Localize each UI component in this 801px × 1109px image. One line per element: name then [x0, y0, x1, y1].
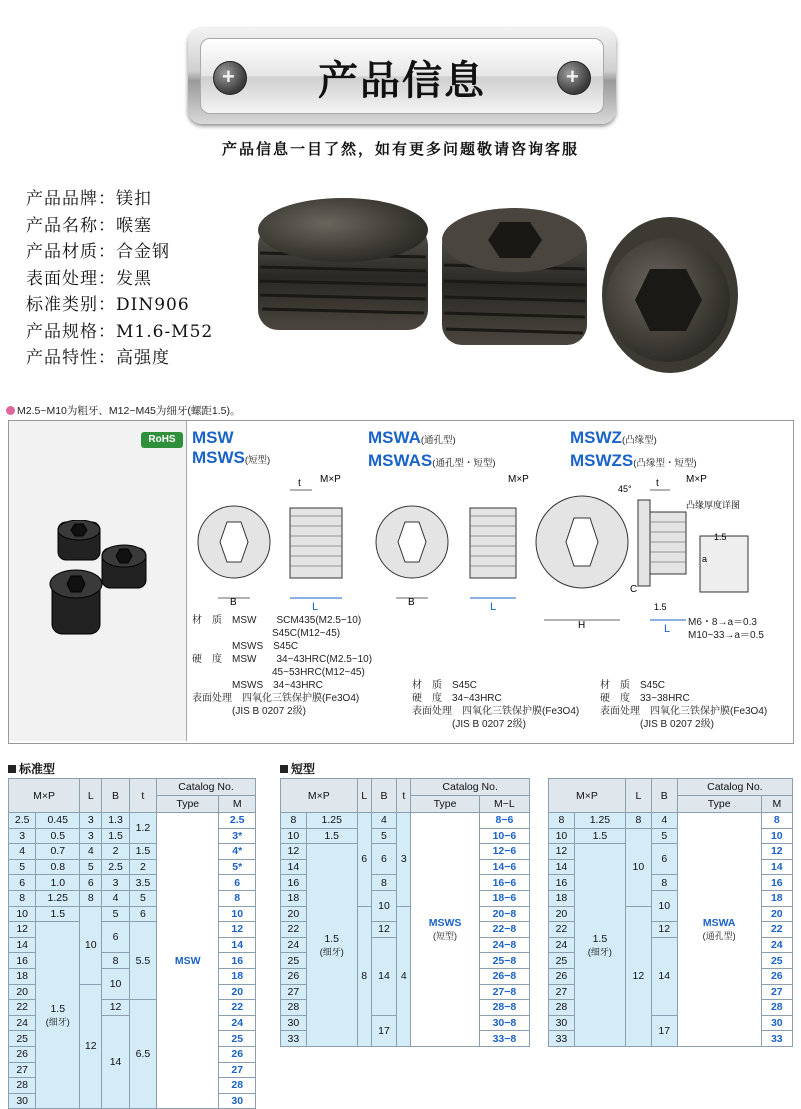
- table-cell: 25: [9, 1031, 36, 1047]
- plug-photo-small: [40, 520, 160, 645]
- square-icon: [8, 765, 16, 773]
- table-cell: 1.5: [36, 906, 80, 922]
- table-cell: 12−6: [479, 844, 529, 860]
- table-cell: 22: [761, 922, 792, 938]
- dim-l-msw: L: [312, 601, 319, 613]
- table-cell: 8: [357, 906, 371, 1046]
- info-name: 产品名称：喉塞: [26, 215, 152, 236]
- table-cell: 6: [102, 922, 129, 953]
- spec-line: MSWS S45C: [192, 641, 299, 652]
- table-cell: 4: [80, 844, 102, 860]
- table-cell: 5: [651, 828, 677, 844]
- flange-values: [688, 616, 764, 642]
- plug-image-3: [602, 217, 738, 373]
- mswz-header: [570, 428, 697, 474]
- table-cell: 33: [549, 1031, 575, 1047]
- table-cell: 28: [281, 1000, 307, 1016]
- spec-line: 硬 度 MSW 34~43HRC(M2.5~10): [192, 654, 373, 665]
- flange-note: 凸缘厚度详图: [686, 500, 741, 510]
- table-row: [9, 859, 256, 875]
- table-cell: 12: [625, 906, 651, 1046]
- col-b: B: [651, 779, 677, 813]
- info-icon: [6, 406, 15, 415]
- table-cell: 5: [80, 859, 102, 875]
- table-cell: 10−6: [479, 828, 529, 844]
- table-cell: 16: [9, 953, 36, 969]
- table-cell: 20: [9, 984, 36, 1000]
- table-cell: 16: [219, 953, 256, 969]
- table-cell: 17: [371, 1015, 397, 1046]
- table-cell: 22: [281, 922, 307, 938]
- table-cell: 14: [102, 1015, 129, 1109]
- table-cell: 1.25: [574, 813, 625, 829]
- col-b: B: [371, 779, 397, 813]
- table-cell: 10: [549, 828, 575, 844]
- table-cell: 10: [371, 890, 397, 921]
- dim-b-msw: B: [230, 597, 237, 608]
- table-cell: 20−8: [479, 906, 529, 922]
- dim-a-detail: a: [702, 554, 708, 564]
- table-cell: 24: [219, 1015, 256, 1031]
- spec-msw: [192, 614, 372, 718]
- standard-table: [8, 778, 256, 1109]
- table-cell: 8: [219, 890, 256, 906]
- short-table: [280, 778, 530, 1047]
- table-cell: 18: [9, 968, 36, 984]
- table-cell: 5.5: [129, 922, 156, 1000]
- table-cell: 24: [281, 937, 307, 953]
- table-cell: 1.5: [102, 828, 129, 844]
- model-msws: MSWS: [192, 448, 245, 467]
- table-cell: 28−8: [479, 1000, 529, 1016]
- table-cell: 5: [9, 859, 36, 875]
- table-cell: 10: [219, 906, 256, 922]
- col-b: B: [102, 779, 129, 813]
- table-cell: 18: [761, 890, 792, 906]
- table-cell: 8: [102, 953, 129, 969]
- model-mswas: MSWAS: [368, 451, 433, 470]
- table-cell: 20: [219, 984, 256, 1000]
- col-mxp: M×P: [549, 779, 626, 813]
- col-type: Type: [411, 796, 480, 813]
- table-cell: 6: [9, 875, 36, 891]
- col-ml: M−L: [479, 796, 529, 813]
- table-cell: 30: [281, 1015, 307, 1031]
- table-cell: 8: [625, 813, 651, 829]
- table-cell: MSWA (通孔型): [677, 813, 761, 1047]
- spec-mswa: [412, 679, 579, 731]
- table-cell: 10: [80, 906, 102, 984]
- type-msw: MSW: [157, 813, 219, 1109]
- table-cell: 8: [281, 813, 307, 829]
- table-cell: 6: [219, 875, 256, 891]
- spec-line: 硬 度 34~43HRC: [412, 693, 502, 704]
- table-cell: 27: [549, 984, 575, 1000]
- table-cell: 28: [9, 1078, 36, 1094]
- table-cell: 12: [761, 844, 792, 860]
- table-cell: 8: [651, 875, 677, 891]
- table-cell: 16: [281, 875, 307, 891]
- table-cell: 8: [371, 875, 397, 891]
- table-cell: 1.5 (细牙): [36, 922, 80, 1109]
- col-l: L: [625, 779, 651, 813]
- table-cell: 5*: [219, 859, 256, 875]
- col-l: L: [357, 779, 371, 813]
- table-cell: 24: [9, 1015, 36, 1031]
- table-cell: 12: [9, 922, 36, 938]
- col-mxp: M×P: [9, 779, 80, 813]
- table-cell: 14: [371, 937, 397, 1015]
- model-mswz: MSWZ: [570, 428, 622, 447]
- model-mswa-note: (通孔型): [420, 435, 456, 446]
- col-t: t: [397, 779, 411, 813]
- table-cell: 27: [219, 1062, 256, 1078]
- table-cell: 25: [549, 953, 575, 969]
- col-type: Type: [157, 796, 219, 813]
- table-row: [9, 844, 256, 860]
- table-cell: 27: [9, 1062, 36, 1078]
- spec-line: 材 质 S45C: [412, 680, 478, 691]
- product-photo: [250, 185, 740, 380]
- table-cell: 26: [549, 968, 575, 984]
- dim-15-detail: 1.5: [714, 532, 727, 542]
- table-cell: 2.5: [219, 813, 256, 829]
- spec-line: 表面处理 四氧化三铁保护膜(Fe3O4): [192, 693, 360, 704]
- table-cell: 1.0: [36, 875, 80, 891]
- title-banner: [188, 28, 616, 124]
- spec-line: 表面处理 四氧化三铁保护膜(Fe3O4): [600, 706, 768, 717]
- screw-icon: +: [213, 61, 247, 95]
- table-cell: 30: [761, 1015, 792, 1031]
- table-cell: 4: [102, 890, 129, 906]
- table-cell: 3: [80, 813, 102, 829]
- table-cell: 2.5: [102, 859, 129, 875]
- table-cell: 30: [9, 1093, 36, 1109]
- spec-line: (JIS B 0207 2级): [412, 719, 526, 730]
- table-cell: 1.2: [129, 813, 156, 844]
- col-l: L: [80, 779, 102, 813]
- table-cell: 8: [549, 813, 575, 829]
- table-cell: 10: [281, 828, 307, 844]
- spec-line: 硬 度 33~38HRC: [600, 693, 690, 704]
- mswa-header: [368, 428, 496, 474]
- table-cell: 1.3: [102, 813, 129, 829]
- col-catalog: Catalog No.: [677, 779, 792, 796]
- table-cell: 6: [651, 844, 677, 875]
- dim-h-mswz: H: [578, 620, 586, 631]
- banner-plate: [200, 38, 604, 114]
- spec-line: 材 质 MSW SCM435(M2.5~10): [192, 615, 362, 626]
- table-cell: 0.8: [36, 859, 80, 875]
- table-cell: 25: [219, 1031, 256, 1047]
- table-cell: 17: [651, 1015, 677, 1046]
- table-cell: 5: [129, 890, 156, 906]
- flange-value: M10~33→a＝0.5: [688, 630, 764, 641]
- table-cell: 6: [129, 906, 156, 922]
- table-cell: 12: [281, 844, 307, 860]
- table-row: [9, 875, 256, 891]
- table-cell: 3.5: [129, 875, 156, 891]
- spec-line: S45C(M12~45): [192, 628, 341, 639]
- dim-mxp-mswa: M×P: [508, 474, 529, 485]
- table-cell: 6: [357, 813, 371, 907]
- dim-b-mswa: B: [408, 597, 415, 608]
- table-cell: 3: [397, 813, 411, 907]
- table-cell: 8: [761, 813, 792, 829]
- table-cell: 18: [281, 890, 307, 906]
- spec-mswz: [600, 679, 767, 731]
- section-short: 短型: [280, 760, 315, 777]
- table-cell: 22: [219, 1000, 256, 1016]
- table-cell: 1.5 (细牙): [574, 844, 625, 1047]
- table-cell: 14: [219, 937, 256, 953]
- table-row: [549, 813, 793, 829]
- table-cell: 30: [549, 1015, 575, 1031]
- table-cell: 26: [761, 968, 792, 984]
- table-cell: 26: [281, 968, 307, 984]
- dim-l-mswz: L: [664, 623, 671, 635]
- table-cell: 10: [9, 906, 36, 922]
- table-cell: 14: [9, 937, 36, 953]
- table-cell: 27−8: [479, 984, 529, 1000]
- table-cell: 3: [80, 828, 102, 844]
- table-row: [9, 922, 256, 938]
- banner-title: 产品信息: [318, 58, 486, 104]
- table-cell: 16: [761, 875, 792, 891]
- table-row: [9, 890, 256, 906]
- table-cell: 26−8: [479, 968, 529, 984]
- info-surface: 表面处理：发黑: [26, 268, 152, 289]
- table-cell: 20: [281, 906, 307, 922]
- table-cell: 26: [219, 1046, 256, 1062]
- model-mswzs: MSWZS: [570, 451, 634, 470]
- plug-image-2: [442, 208, 587, 345]
- flange-value: M6・8→a＝0.3: [688, 617, 757, 628]
- table-cell: 24−8: [479, 937, 529, 953]
- spec-line: (JIS B 0207 2级): [192, 706, 306, 717]
- table-cell: 6.5: [129, 1000, 156, 1109]
- table-cell: 5: [102, 906, 129, 922]
- table-cell: 3: [9, 828, 36, 844]
- table-cell: 2.5: [9, 813, 36, 829]
- table-cell: 2: [102, 844, 129, 860]
- table-cell: 16−6: [479, 875, 529, 891]
- table-cell: 1.5: [306, 828, 357, 844]
- table-cell: 27: [761, 984, 792, 1000]
- col-mxp: M×P: [281, 779, 358, 813]
- screw-icon: +: [557, 61, 591, 95]
- table-cell: 28: [219, 1078, 256, 1094]
- table-cell: 18−6: [479, 890, 529, 906]
- table-cell: 4*: [219, 844, 256, 860]
- table-cell: 14: [761, 859, 792, 875]
- type-msws: MSWS: [428, 916, 462, 929]
- subtitle: 产品信息一目了然，如有更多问题敬请咨询客服: [221, 140, 579, 158]
- dim-angle-mswz: 45°: [618, 484, 632, 494]
- table-cell: 14: [651, 937, 677, 1015]
- table-cell: 8: [80, 890, 102, 906]
- col-m: M: [219, 796, 256, 813]
- table-cell: 10: [651, 890, 677, 921]
- table-cell: 0.7: [36, 844, 80, 860]
- table-row: [9, 813, 256, 829]
- table-cell: 24: [761, 937, 792, 953]
- table-cell: 12: [80, 984, 102, 1109]
- table-cell: 28: [761, 1000, 792, 1016]
- spec-line: 表面处理 四氧化三铁保护膜(Fe3O4): [412, 706, 580, 717]
- table-cell: 0.45: [36, 813, 80, 829]
- table-row: [281, 813, 530, 829]
- model-mswzs-note: (凸缘型・短型): [633, 458, 697, 469]
- msw-header: [192, 428, 270, 471]
- table-cell: 6: [371, 844, 397, 875]
- model-msw: MSW: [192, 428, 234, 447]
- table-cell: 14−6: [479, 859, 529, 875]
- table-cell: 14: [281, 859, 307, 875]
- table-cell: 1.5 (细牙): [306, 844, 357, 1047]
- model-mswz-note: (凸缘型): [621, 435, 657, 446]
- dim-c-mswz: C: [630, 584, 638, 595]
- table-cell: 25: [761, 953, 792, 969]
- table-cell: 1.25: [306, 813, 357, 829]
- section-standard: 标准型: [8, 760, 55, 777]
- table-cell: 22: [9, 1000, 36, 1016]
- table-cell: 12: [549, 844, 575, 860]
- table-cell: 1.25: [36, 890, 80, 906]
- table-cell: 30: [219, 1093, 256, 1109]
- table-cell: 2: [129, 859, 156, 875]
- table-cell: 4: [9, 844, 36, 860]
- table-cell: 1.5: [129, 844, 156, 860]
- col-catalog: Catalog No.: [157, 779, 256, 796]
- model-mswas-note: (通孔型・短型): [432, 458, 496, 469]
- col-catalog: Catalog No.: [411, 779, 530, 796]
- col-t: t: [129, 779, 156, 813]
- table-cell: 10: [102, 968, 129, 999]
- square-icon: [280, 765, 288, 773]
- table-cell: 22−8: [479, 922, 529, 938]
- info-material: 产品材质：合金钢: [26, 242, 170, 262]
- table-cell: 20: [761, 906, 792, 922]
- dim-15-mswz: 1.5: [654, 602, 667, 612]
- table-cell: 26: [9, 1046, 36, 1062]
- table-cell: 28: [549, 1000, 575, 1016]
- table-cell: 12: [102, 1000, 129, 1016]
- table-cell: 27: [281, 984, 307, 1000]
- rohs-badge: RoHS: [141, 432, 183, 448]
- table-cell: 16: [549, 875, 575, 891]
- table-cell: 4: [397, 906, 411, 1046]
- col-type: Type: [677, 796, 761, 813]
- dim-mxp-msw: M×P: [320, 474, 341, 485]
- table-cell: 8: [9, 890, 36, 906]
- info-feature: 产品特性：高强度: [26, 348, 170, 368]
- spec-line: 45~53HRC(M12~45): [192, 667, 365, 678]
- thread-notice: M2.5~M10为粗牙、M12~M45为细牙(螺距1.5)。: [6, 403, 240, 418]
- table-cell: 22: [549, 922, 575, 938]
- dim-t-msw: t: [298, 478, 301, 489]
- table-cell: 10: [761, 828, 792, 844]
- table-cell: 1.5: [574, 828, 625, 844]
- spec-line: 材 质 S45C: [600, 680, 666, 691]
- type-mswa: MSWA: [702, 916, 736, 929]
- table-cell: 18: [219, 968, 256, 984]
- product-info-list: [26, 186, 213, 372]
- table-cell: 8−6: [479, 813, 529, 829]
- dim-t-mswz: t: [656, 478, 659, 489]
- table-cell: 33: [761, 1031, 792, 1047]
- table-cell: 3: [102, 875, 129, 891]
- table-cell: 12: [651, 922, 677, 938]
- table-cell: 5: [371, 828, 397, 844]
- table-cell: 12: [371, 922, 397, 938]
- table-cell: 20: [549, 906, 575, 922]
- plug-image-1: [258, 198, 428, 330]
- dim-l-mswa: L: [490, 601, 497, 613]
- table-cell: 18: [549, 890, 575, 906]
- table-cell: 3*: [219, 828, 256, 844]
- table-cell: 6: [80, 875, 102, 891]
- table-cell: 4: [371, 813, 397, 829]
- table-cell: 25: [281, 953, 307, 969]
- model-mswa: MSWA: [368, 428, 421, 447]
- model-msws-note: (短型): [244, 455, 271, 466]
- table-cell: 33−8: [479, 1031, 529, 1047]
- table-cell: 25−8: [479, 953, 529, 969]
- table-cell: 30−8: [479, 1015, 529, 1031]
- table-cell: 33: [281, 1031, 307, 1047]
- table-cell: 12: [219, 922, 256, 938]
- through-hole-table: [548, 778, 793, 1047]
- info-brand: 产品品牌：镁扣: [26, 189, 152, 209]
- table-cell: 0.5: [36, 828, 80, 844]
- info-spec: 产品规格：M1.6-M52: [26, 321, 214, 342]
- table-cell: MSWS (短型): [411, 813, 480, 1047]
- info-standard: 标准类别：DIN906: [26, 295, 190, 315]
- table-cell: 4: [651, 813, 677, 829]
- table-cell: 10: [625, 828, 651, 906]
- table-cell: 24: [549, 937, 575, 953]
- spec-line: MSWS 34~43HRC: [192, 680, 323, 691]
- table-cell: 14: [549, 859, 575, 875]
- table-row: [9, 906, 256, 922]
- col-m: M: [761, 796, 792, 813]
- dim-mxp-mswz: M×P: [686, 474, 707, 485]
- spec-line: (JIS B 0207 2级): [600, 719, 714, 730]
